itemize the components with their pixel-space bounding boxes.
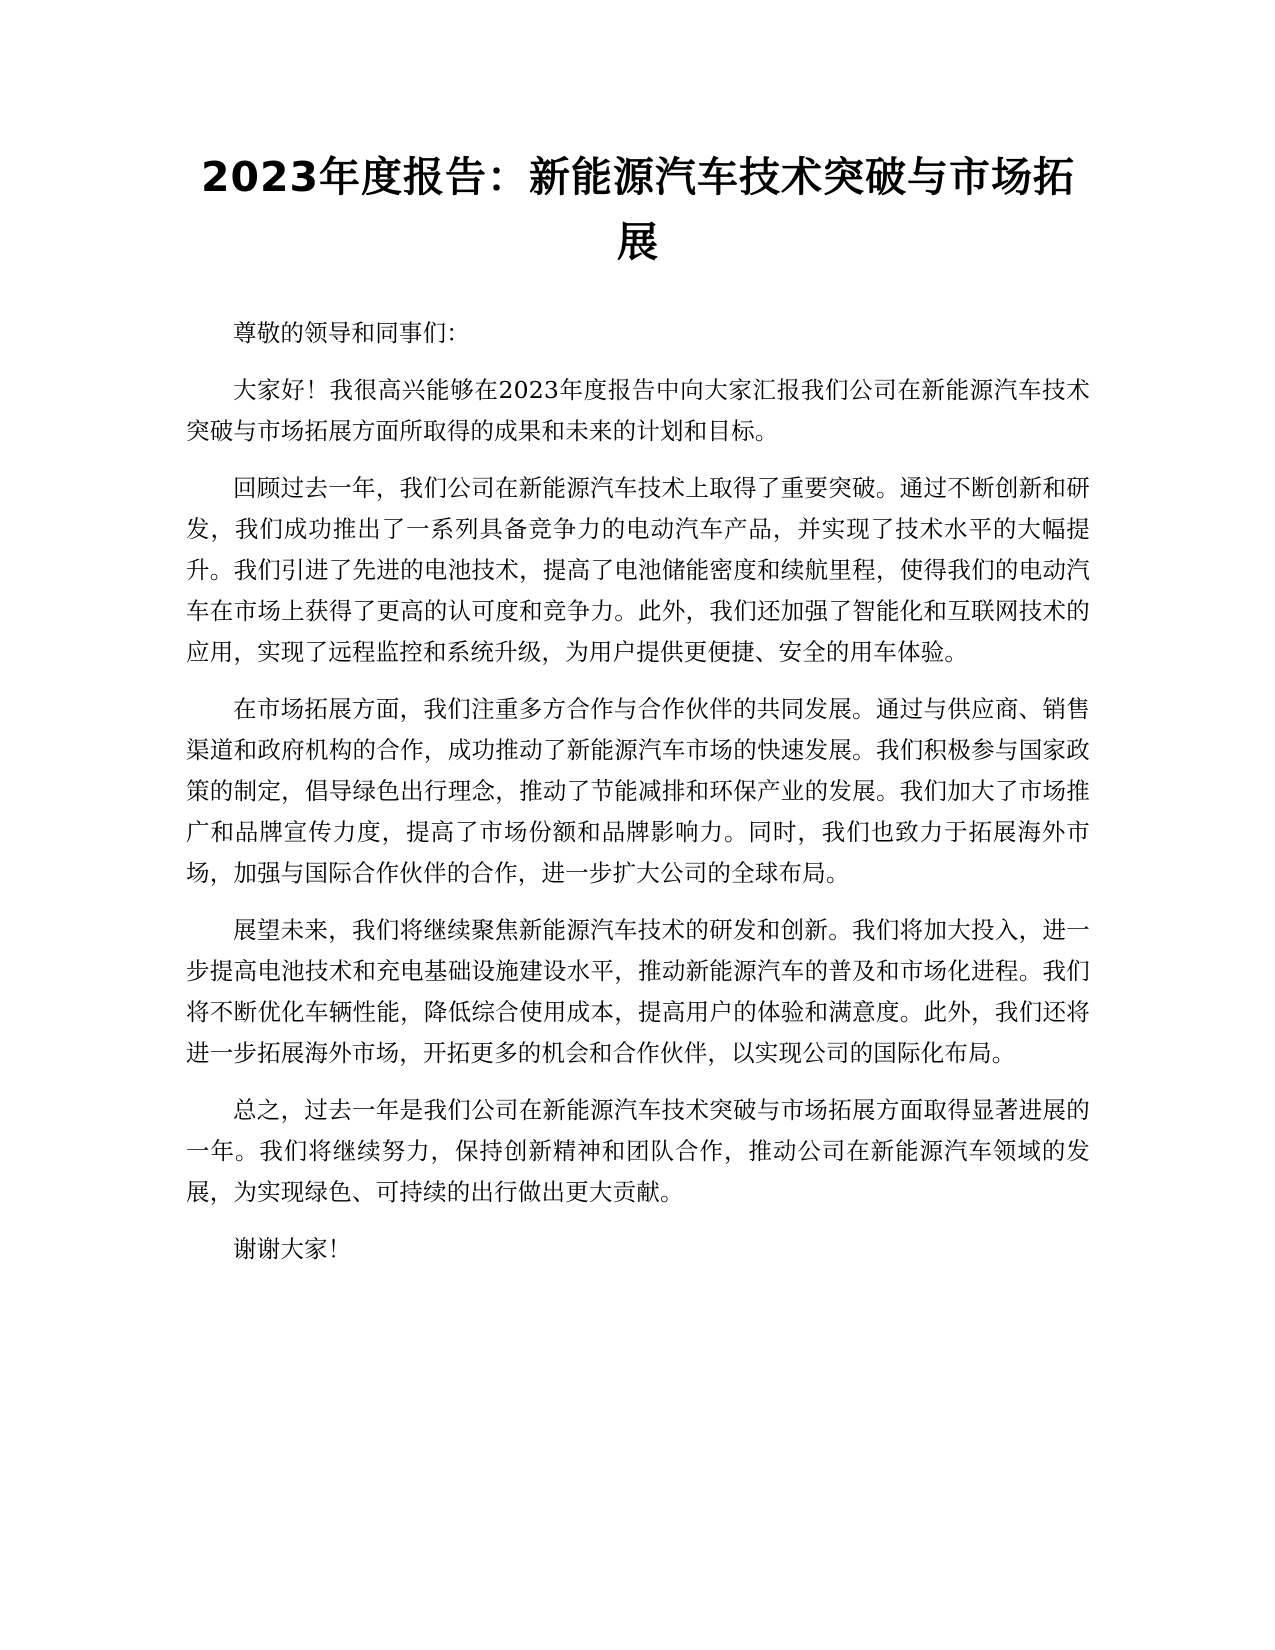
market-paragraph: 在市场拓展方面，我们注重多方合作与合作伙伴的共同发展。通过与供应商、销售渠道和政府机构的合作，成功推动了新能源汽车市场的快速发展。我们积极参与国家政策的制定，倡导绿色出行理念，推动了节能减排和环保产业的发展。我们加大了市场推广和品牌宣传力度，提高了市场份额和品牌影响力。同时，我们也致力于拓展海外市场，加强与国际合作伙伴的合作，进一步扩大公司的全球布局。	[186, 695, 1090, 887]
closing-paragraph: 谢谢大家！	[233, 1235, 352, 1263]
intro-paragraph: 大家好！我很高兴能够在2023年度报告中向大家汇报我们公司在新能源汽车技术突破与市场拓展方面所取得的成果和未来的计划和目标。	[186, 376, 1090, 445]
outlook-paragraph: 展望未来，我们将继续聚焦新能源汽车技术的研发和创新。我们将加大投入，进一步提高电池技术和充电基础设施建设水平，推动新能源汽车的普及和市场化进程。我们将不断优化车辆性能，降低综合使用成本，提高用户的体验和满意度。此外，我们还将进一步拓展海外市场，开拓更多的机会和合作伙伴，以实现公司的国际化布局。	[186, 916, 1090, 1067]
document-title: 2023年度报告：新能源汽车技术突破与市场拓展	[200, 153, 1076, 266]
technology-paragraph: 回顾过去一年，我们公司在新能源汽车技术上取得了重要突破。通过不断创新和研发，我们成功推出了一系列具备竞争力的电动汽车产品，并实现了技术水平的大幅提升。我们引进了先进的电池技术，提高了电池储能密度和续航里程，使得我们的电动汽车在市场上获得了更高的认可度和竞争力。此外，我们还加强了智能化和互联网技术的应用，实现了远程监控和系统升级，为用户提供更便捷、安全的用车体验。	[186, 474, 1090, 666]
summary-paragraph: 总之，过去一年是我们公司在新能源汽车技术突破与市场拓展方面取得显著进展的一年。我们将继续努力，保持创新精神和团队合作，推动公司在新能源汽车领域的发展，为实现绿色、可持续的出行做出更大贡献。	[186, 1096, 1090, 1206]
document-page	[186, 145, 1090, 1286]
salutation-paragraph: 尊敬的领导和同事们：	[233, 319, 470, 347]
